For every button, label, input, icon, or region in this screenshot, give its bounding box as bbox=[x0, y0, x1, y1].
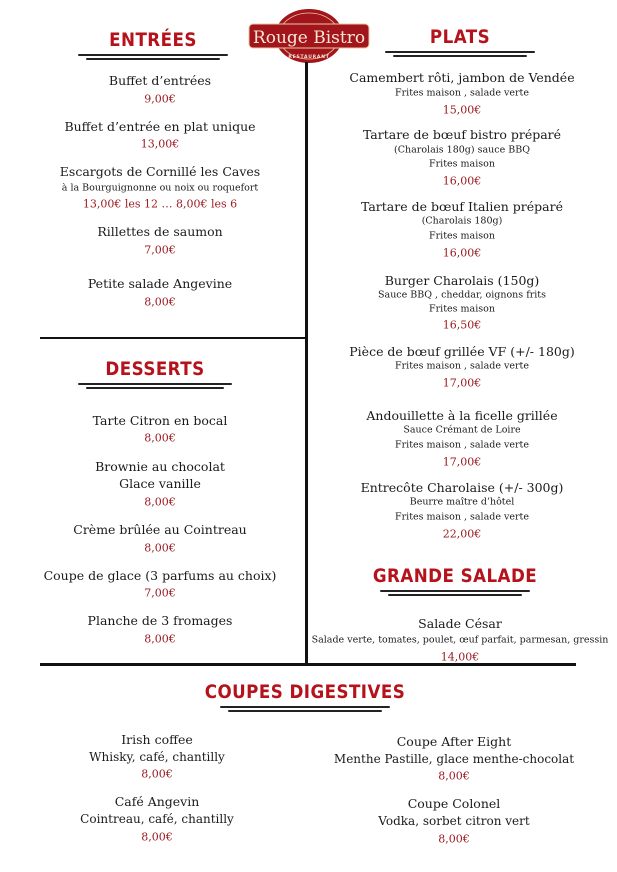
menu-item-price: 8,00€ bbox=[144, 495, 176, 509]
menu-item-name: Andouillette à la ficelle grillée bbox=[366, 407, 558, 423]
menu-item-name: Escargots de Cornillé les Caves bbox=[59, 163, 261, 179]
menu-item-description: Frites maison , salade verte bbox=[395, 439, 529, 451]
menu-item-price: 8,00€ bbox=[144, 541, 176, 555]
heading-underline bbox=[220, 706, 390, 708]
menu-item-price: 13,00€ les 12 … 8,00€ les 6 bbox=[82, 197, 238, 211]
menu-item-description: Glace vanille bbox=[119, 475, 201, 491]
menu-item-price: 8,00€ bbox=[141, 767, 173, 781]
menu-item-description: Sauce Crémant de Loire bbox=[403, 424, 521, 436]
menu-item-name: Café Angevin bbox=[114, 793, 200, 809]
menu-item-name: Salade César bbox=[418, 615, 502, 631]
heading-underline bbox=[388, 594, 522, 596]
menu-item-name: Crème brûlée au Cointreau bbox=[73, 521, 247, 537]
restaurant-logo bbox=[247, 8, 371, 64]
menu-item-name: Camembert rôti, jambon de Vendée bbox=[349, 69, 575, 85]
menu-item-price: 7,00€ bbox=[144, 586, 176, 600]
menu-item-price: 16,50€ bbox=[442, 318, 482, 332]
entrees-heading bbox=[103, 29, 203, 51]
menu-item-description: Frites maison , salade verte bbox=[395, 511, 529, 523]
heading-underline bbox=[393, 55, 527, 57]
menu-item-name: Brownie au chocolat bbox=[95, 458, 225, 474]
menu-item-price: 8,00€ bbox=[438, 832, 470, 846]
menu-item-description: Frites maison bbox=[429, 303, 495, 315]
menu-item-description: Sauce BBQ , cheddar, oignons frits bbox=[378, 289, 546, 301]
menu-item-price: 17,00€ bbox=[442, 376, 482, 390]
menu-item-price: 7,00€ bbox=[144, 243, 176, 257]
menu-item-description: (Charolais 180g) bbox=[421, 215, 503, 227]
heading-underline bbox=[78, 54, 228, 56]
menu-item-description: à la Bourguignonne ou noix ou roquefort bbox=[61, 182, 259, 194]
menu-item-price: 22,00€ bbox=[442, 527, 482, 541]
menu-item-price: 17,00€ bbox=[442, 455, 482, 469]
menu-item-price: 8,00€ bbox=[144, 295, 176, 309]
horizontal-divider-left bbox=[40, 337, 307, 339]
heading-text: ENTRÉES bbox=[109, 29, 197, 51]
menu-item-price: 8,00€ bbox=[141, 830, 173, 844]
menu-item-description: Frites maison bbox=[429, 158, 495, 170]
vertical-divider bbox=[305, 62, 308, 665]
menu-item-name: Tartare de bœuf Italien préparé bbox=[360, 198, 564, 214]
menu-item-price: 8,00€ bbox=[438, 769, 470, 783]
menu-item-name: Irish coffee bbox=[121, 731, 193, 747]
menu-item-price: 14,00€ bbox=[440, 650, 480, 664]
menu-item-description: Menthe Pastille, glace menthe-chocolat bbox=[333, 752, 575, 766]
menu-item-price: 8,00€ bbox=[144, 632, 176, 646]
menu-item-name: Tartare de bœuf bistro préparé bbox=[362, 126, 562, 142]
heading-underline bbox=[86, 387, 224, 389]
menu-item-name: Buffet d’entrées bbox=[108, 72, 212, 88]
menu-item-name: Entrecôte Charolaise (+/- 300g) bbox=[360, 479, 564, 495]
menu-item-description: Cointreau, café, chantilly bbox=[80, 812, 234, 826]
heading-text: COUPES DIGESTIVES bbox=[204, 681, 406, 703]
menu-item-name: Coupe de glace (3 parfums au choix) bbox=[43, 567, 277, 583]
plats-heading bbox=[426, 26, 494, 48]
digestives-heading bbox=[191, 681, 419, 703]
menu-item-price: 15,00€ bbox=[442, 103, 482, 117]
menu-item-description: (Charolais 180g) sauce BBQ bbox=[394, 144, 530, 156]
svg-text:Rouge Bistro: Rouge Bistro bbox=[252, 28, 366, 48]
menu-item-price: 9,00€ bbox=[144, 92, 176, 106]
menu-item-name: Pièce de bœuf grillée VF (+/- 180g) bbox=[349, 343, 575, 359]
menu-item-name: Petite salade Angevine bbox=[87, 275, 233, 291]
heading-underline bbox=[228, 710, 382, 712]
menu-item-description: Frites maison , salade verte bbox=[395, 87, 529, 99]
heading-text: GRANDE SALADE bbox=[372, 565, 538, 587]
horizontal-divider-bottom bbox=[40, 663, 576, 666]
menu-item-description: Frites maison bbox=[429, 230, 495, 242]
menu-item-name: Coupe Colonel bbox=[407, 795, 501, 811]
menu-item-description: Vodka, sorbet citron vert bbox=[378, 814, 530, 828]
menu-item-name: Rillettes de saumon bbox=[97, 223, 223, 239]
menu-item-description: Beurre maître d’hôtel bbox=[409, 496, 515, 508]
heading-text: DESSERTS bbox=[105, 358, 205, 380]
desserts-heading bbox=[99, 358, 212, 380]
menu-item-price: 16,00€ bbox=[442, 174, 482, 188]
menu-item-name: Coupe After Eight bbox=[396, 733, 512, 749]
menu-item-name: Buffet d’entrée en plat unique bbox=[64, 118, 256, 134]
menu-item-name: Burger Charolais (150g) bbox=[384, 272, 540, 288]
menu-item-price: 8,00€ bbox=[144, 431, 176, 445]
menu-item-price: 13,00€ bbox=[140, 137, 180, 151]
menu-item-name: Planche de 3 fromages bbox=[87, 612, 233, 628]
heading-underline bbox=[385, 51, 535, 53]
heading-underline bbox=[86, 58, 220, 60]
menu-item-description: Whisky, café, chantilly bbox=[89, 750, 225, 764]
heading-underline bbox=[380, 590, 530, 592]
heading-text: PLATS bbox=[429, 26, 491, 48]
salade-heading bbox=[362, 565, 549, 587]
menu-item-description: Frites maison , salade verte bbox=[395, 360, 529, 372]
heading-underline bbox=[78, 383, 232, 385]
svg-text:RESTAURANT: RESTAURANT bbox=[288, 55, 330, 60]
menu-item-name: Tarte Citron en bocal bbox=[92, 412, 228, 428]
menu-item-description: Salade verte, tomates, poulet, œuf parfait, parmesan, gressin bbox=[311, 634, 609, 646]
menu-item-price: 16,00€ bbox=[442, 246, 482, 260]
